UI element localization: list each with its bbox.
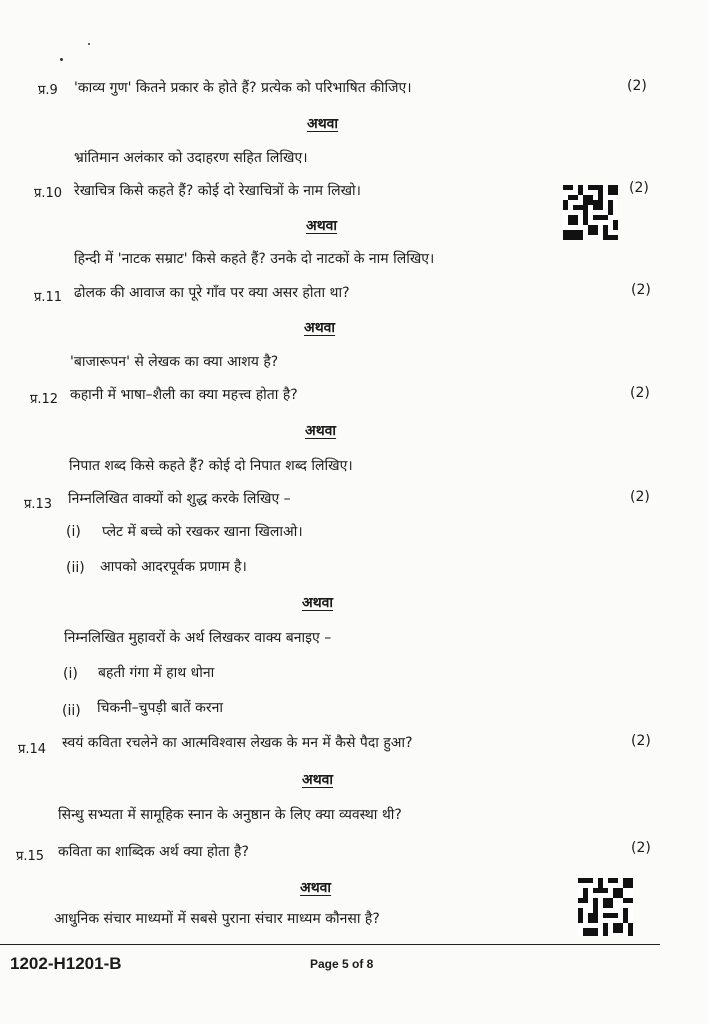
- alternative-question: निम्नलिखित मुहावरों के अर्थ लिखकर वाक्य बनाइए –: [64, 630, 332, 646]
- question-number: प्र.11: [34, 290, 63, 305]
- question-text: स्वयं कविता रचलेने का आत्मविश्वास लेखक के मन में कैसे पैदा हुआ?: [62, 735, 413, 751]
- speck-mark: [88, 43, 90, 45]
- item-label: (ii): [66, 560, 85, 576]
- question-text: रेखाचित्र किसे कहते हैं? कोई दो रेखाचित्रों के नाम लिखो।: [74, 183, 361, 199]
- item-label: (ii): [62, 703, 81, 719]
- question-marks: (2): [631, 733, 651, 749]
- item-text: बहती गंगा में हाथ धोना: [98, 665, 215, 681]
- question-text: 'काव्य गुण' कितने प्रकार के होते हैं? प्रत्येक को परिभाषित कीजिए।: [74, 80, 412, 96]
- qr-code-icon: [563, 185, 618, 240]
- alternative-question: 'बाजारूपन' से लेखक का क्या आशय है?: [70, 354, 279, 370]
- question-text: निम्नलिखित वाक्यों को शुद्ध करके लिखिए –: [68, 491, 291, 507]
- page-number: Page 5 of 8: [310, 957, 374, 971]
- speck-mark: [60, 58, 63, 61]
- or-divider: अथवा: [305, 423, 337, 439]
- alternative-question: भ्रांतिमान अलंकार को उदाहरण सहित लिखिए।: [74, 150, 308, 166]
- question-number: प्र.9: [38, 83, 58, 98]
- or-divider: अथवा: [302, 595, 334, 611]
- question-marks: (2): [630, 385, 650, 401]
- paper-code: 1202-H1201-B: [10, 954, 122, 973]
- alternative-question: सिन्धु सभ्यता में सामूहिक स्नान के अनुष्ठान के लिए क्या व्यवस्था थी?: [58, 807, 402, 823]
- question-number: प्र.12: [30, 392, 59, 407]
- item-label: (i): [63, 666, 78, 682]
- alternative-question: हिन्दी में 'नाटक सम्राट' किसे कहते हैं? उनके दो नाटकों के नाम लिखिए।: [74, 251, 435, 267]
- item-text: चिकनी–चुपड़ी बातें करना: [97, 700, 223, 716]
- or-divider: अथवा: [304, 320, 336, 336]
- qr-code-icon: [578, 878, 633, 936]
- question-marks: (2): [630, 489, 650, 505]
- question-number: प्र.10: [34, 186, 63, 201]
- question-marks: (2): [631, 840, 651, 856]
- question-marks: (2): [631, 282, 651, 298]
- question-text: कविता का शाब्दिक अर्थ क्या होता है?: [58, 844, 249, 860]
- or-divider: अथवा: [307, 116, 339, 132]
- item-label: (i): [66, 524, 81, 540]
- question-number: प्र.15: [16, 849, 45, 864]
- item-text: आपको आदरपूर्वक प्रणाम है।: [100, 559, 247, 575]
- item-text: प्लेट में बच्चे को रखकर खाना खिलाओ।: [102, 524, 303, 540]
- question-marks: (2): [629, 180, 649, 196]
- footer-rule: [0, 944, 660, 945]
- or-divider: अथवा: [302, 772, 334, 788]
- alternative-question: निपात शब्द किसे कहते हैं? कोई दो निपात शब्द लिखिए।: [69, 458, 353, 474]
- question-text: कहानी में भाषा–शैली का क्या महत्त्व होता है?: [70, 387, 298, 403]
- question-number: प्र.13: [24, 497, 53, 512]
- question-text: ढोलक की आवाज का पूरे गाँव पर क्या असर होता था?: [74, 285, 350, 301]
- question-marks: (2): [627, 78, 647, 94]
- or-divider: अथवा: [306, 218, 338, 234]
- or-divider: अथवा: [300, 880, 332, 896]
- question-number: प्र.14: [18, 742, 47, 757]
- alternative-question: आधुनिक संचार माध्यमों में सबसे पुराना संचार माध्यम कौनसा है?: [54, 911, 380, 927]
